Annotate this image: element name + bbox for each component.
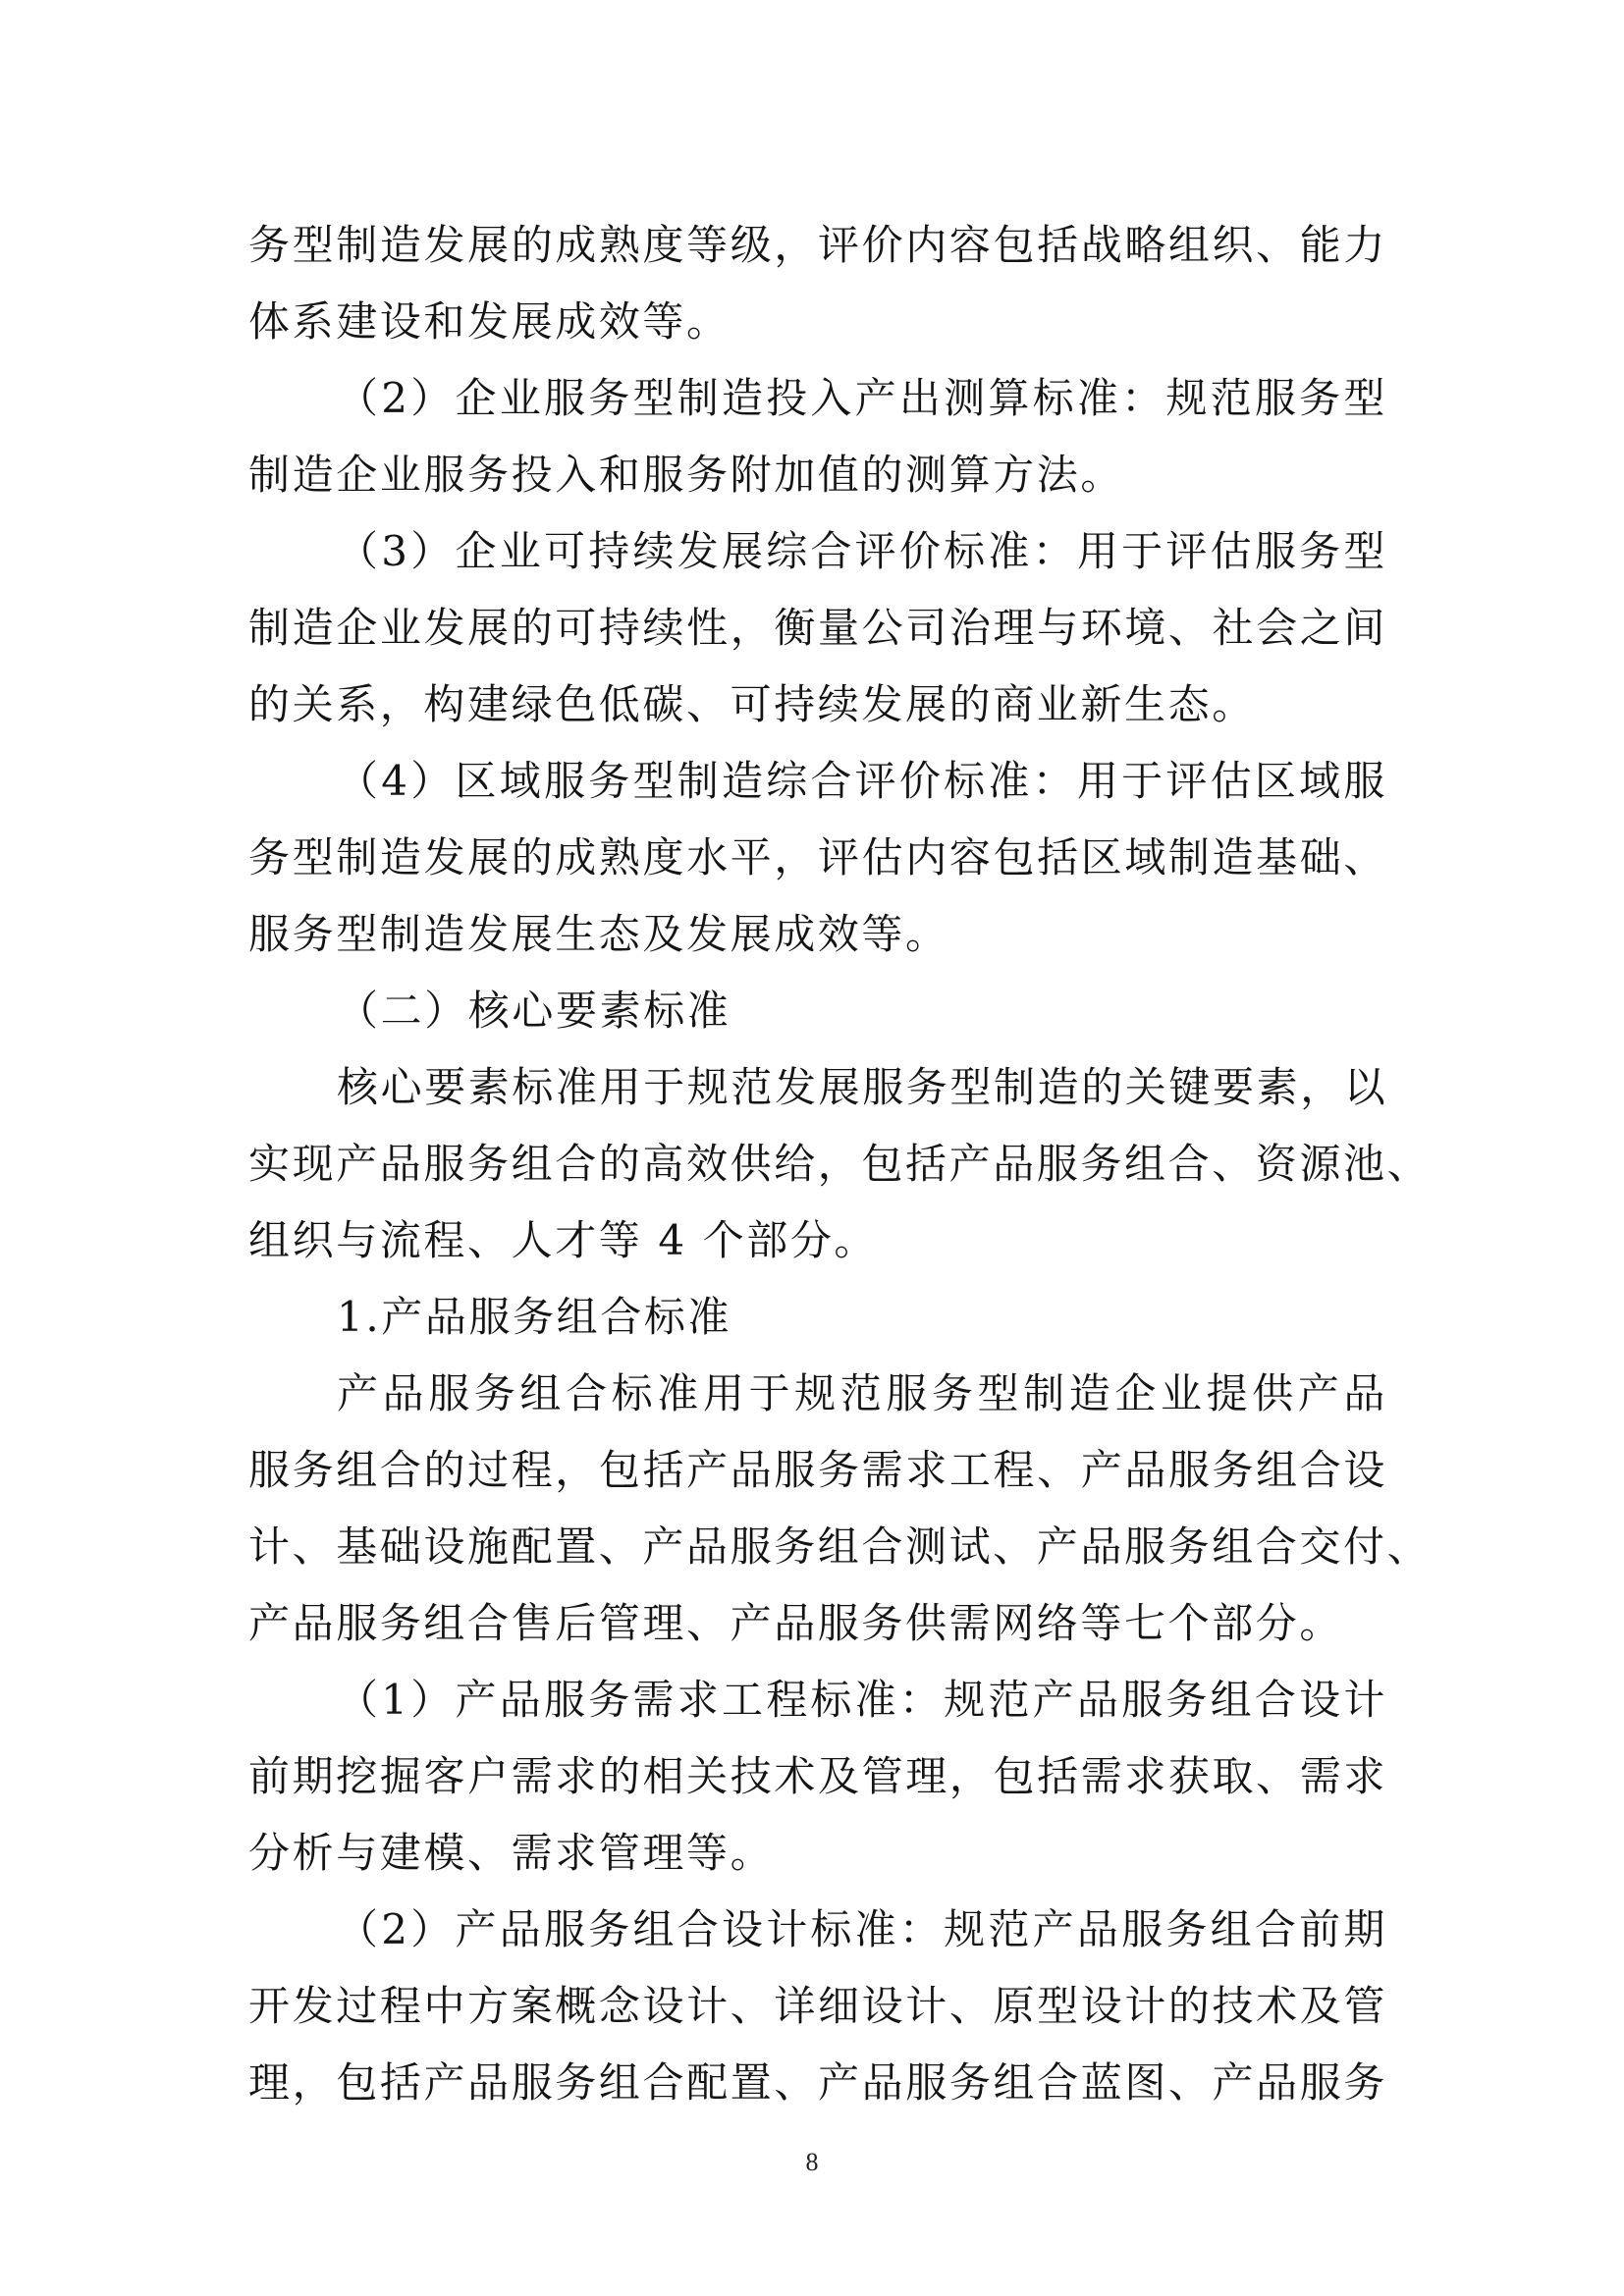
body-text-line: （4）区域服务型制造综合评价标准：用于评估区域服 xyxy=(337,757,1387,805)
body-text-line: 组织与流程、人才等 4 个部分。 xyxy=(248,1216,879,1264)
body-text-line: 分析与建模、需求管理等。 xyxy=(248,1829,775,1877)
body-text-line: （1）产品服务需求工程标准：规范产品服务组合设计 xyxy=(337,1676,1387,1724)
body-text-line: 体系建设和发展成效等。 xyxy=(248,297,731,346)
body-text-line: 务型制造发展的成熟度等级，评价内容包括战略组织、能力 xyxy=(248,221,1387,269)
body-text-line: 开发过程中方案概念设计、详细设计、原型设计的技术及管 xyxy=(248,1982,1387,2030)
body-text-line: 服务型制造发展生态及发展成效等。 xyxy=(248,910,949,958)
page-number: 8 xyxy=(805,2148,819,2176)
body-text-line: 实现产品服务组合的高效供给，包括产品服务组合、资源池、 xyxy=(248,1140,1432,1188)
body-text-line: 前期挖掘客户需求的相关技术及管理，包括需求获取、需求 xyxy=(248,1752,1387,1800)
body-text-line: （2）产品服务组合设计标准：规范产品服务组合前期 xyxy=(337,1905,1387,1953)
body-text-line: 产品服务组合标准用于规范服务型制造企业提供产品 xyxy=(337,1369,1387,1417)
subsection-heading: 1.产品服务组合标准 xyxy=(337,1293,732,1341)
body-text-line: （3）企业可持续发展综合评价标准：用于评估服务型 xyxy=(337,527,1387,575)
body-text-line: 制造企业发展的可持续性，衡量公司治理与环境、社会之间 xyxy=(248,604,1387,652)
body-text-line: 制造企业服务投入和服务附加值的测算方法。 xyxy=(248,451,1125,499)
section-heading: （二）核心要素标准 xyxy=(337,987,731,1035)
body-text-line: 服务组合的过程，包括产品服务需求工程、产品服务组合设 xyxy=(248,1446,1387,1494)
body-text-line: 产品服务组合售后管理、产品服务供需网络等七个部分。 xyxy=(248,1599,1344,1647)
body-text-line: 理，包括产品服务组合配置、产品服务组合蓝图、产品服务 xyxy=(248,2058,1387,2107)
body-text-line: 核心要素标准用于规范发展服务型制造的关键要素，以 xyxy=(337,1063,1388,1111)
body-text-line: （2）企业服务型制造投入产出测算标准：规范服务型 xyxy=(337,374,1387,422)
body-text-line: 计、基础设施配置、产品服务组合测试、产品服务组合交付、 xyxy=(248,1522,1432,1571)
body-text-line: 的关系，构建绿色低碳、可持续发展的商业新生态。 xyxy=(248,680,1256,728)
body-text-line: 务型制造发展的成熟度水平，评估内容包括区域制造基础、 xyxy=(248,833,1387,881)
